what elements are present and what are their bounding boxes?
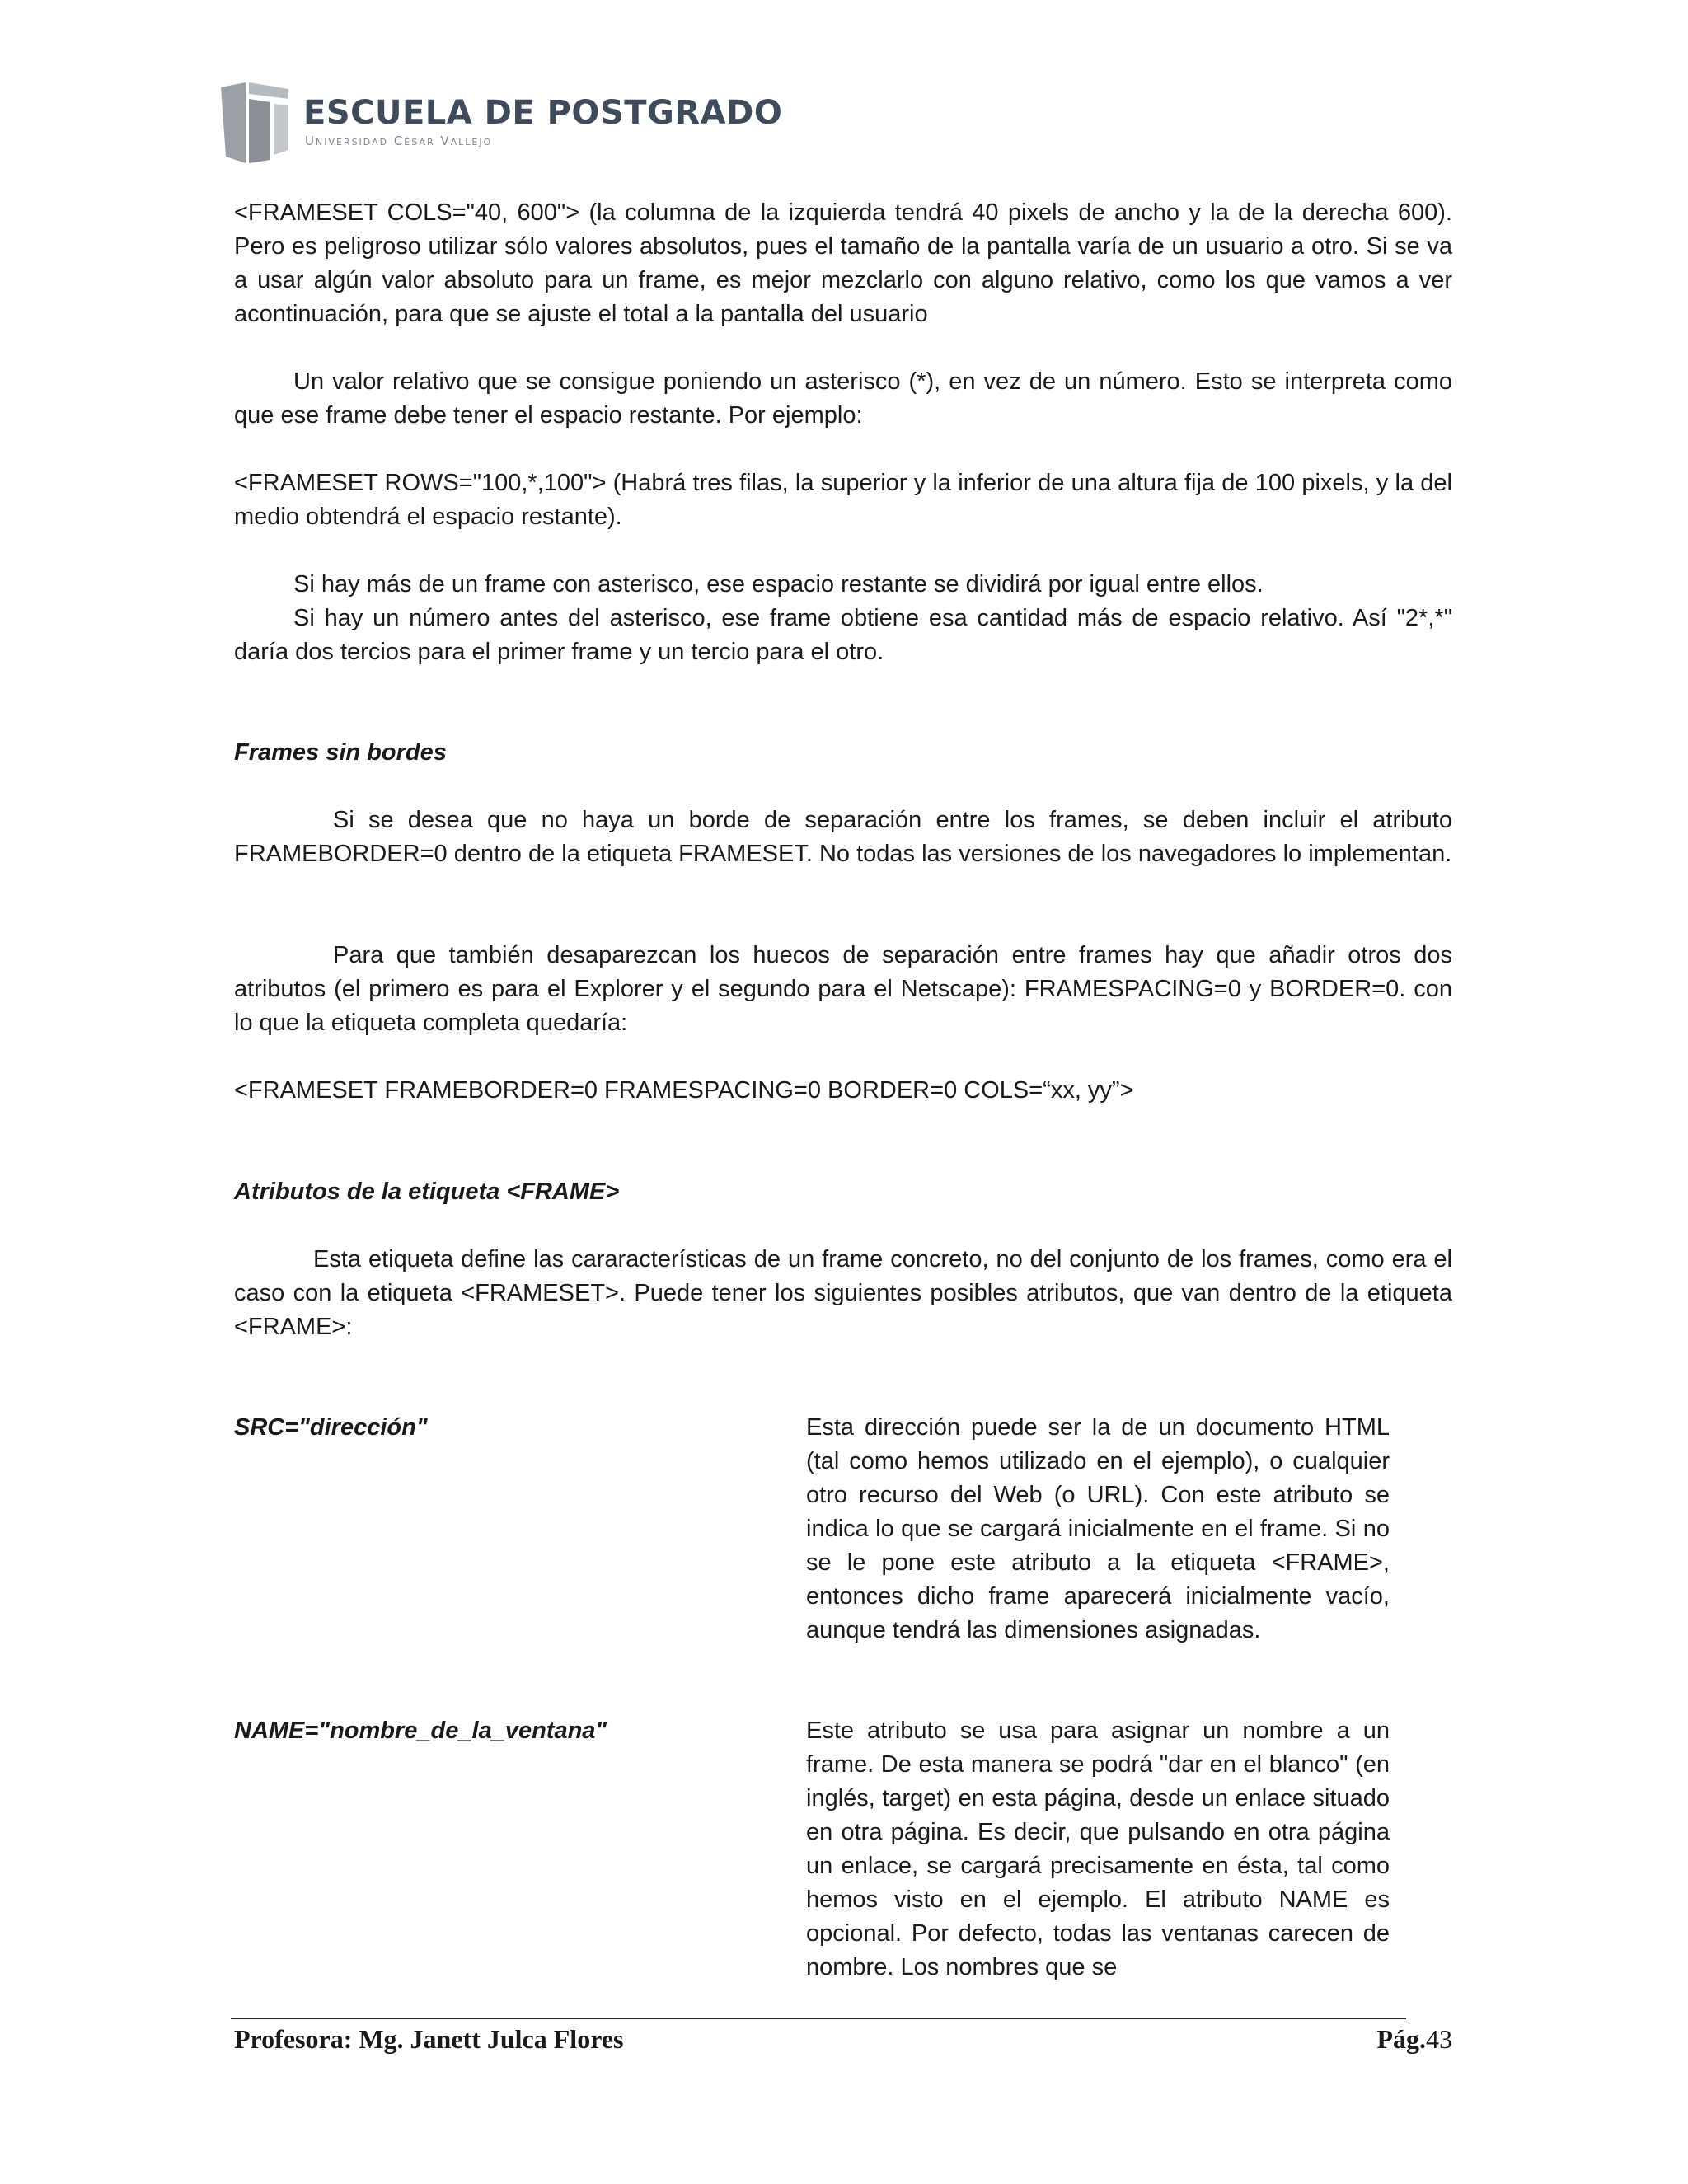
footer-divider [231, 2018, 1406, 2019]
paragraph-frameset-example: <FRAMESET FRAMEBORDER=0 FRAMESPACING=0 BORDER=0 COLS=“xx, yy”> [234, 1077, 1134, 1104]
footer-author: Profesora: Mg. Janett Julca Flores [234, 2024, 624, 2054]
university-logo [221, 81, 783, 163]
attribute-term-src: SRC="dirección" [234, 1414, 428, 1441]
attribute-description-src: Esta dirección puede ser la de un documento HTML (tal como hemos utilizado en el ejemplo), o cualquier otro recurso del Web (o URL). Con este atributo se indica lo que se cargará inicialmente en el frame. Si no se le pone este atributo a la etiqueta <FRAME>, entonces dicho frame aparecerá inicialmente vacío, aunque tendrá las dimensiones asignadas. [806, 1414, 1390, 1643]
paragraph-frameborder: Si se desea que no haya un borde de separación entre los frames, se deben incluir el atributo FRAMEBORDER=0 dentro de la etiqueta FRAMESET. No todas las versiones de los navegadores lo implementan. [234, 807, 1452, 867]
footer-page-number [1319, 2021, 1452, 2057]
page-number: 43 [1426, 2024, 1452, 2054]
paragraph-number-before-asterisk: Si hay un número antes del asterisco, ese frame obtiene esa cantidad más de espacio relativo. Así "2*,*" daría dos tercios para el primer frame y un tercio para el otro. [234, 605, 1452, 665]
logo-subtitle: Universidad César Vallejo [305, 134, 493, 148]
paragraph-frameset-cols: <FRAMESET COLS="40, 600"> (la columna de la izquierda tendrá 40 pixels de ancho y la de la derecha 600). Pero es peligroso utilizar sólo valores absolutos, pues el tamaño de la pantalla varía de un usuario a otro. Si se va a usar algún valor absoluto para un frame, es mejor mezclarlo con alguno relativo, como los que vamos a ver acontinuación, para que se ajuste el total a la pantalla del usuario [234, 199, 1452, 327]
attribute-term-name: NAME="nombre_de_la_ventana" [234, 1718, 607, 1744]
attribute-description-name: Este atributo se usa para asignar un nombre a un frame. De esta manera se podrá "dar en el blanco" (en inglés, target) en esta página, desde un enlace situado en otra página. Es decir, que pulsando en otra página un enlace, se cargará precisamente en ésta, tal como hemos visto en el ejemplo. El atributo NAME es opcional. Por defecto, todas las ventanas carecen de nombre. Los nombres que se [806, 1718, 1390, 1980]
paragraph-frame-tag-intro: Esta etiqueta define las cararacterísticas de un frame concreto, no del conjunto de los frames, como era el caso con la etiqueta <FRAMESET>. Puede tener los siguientes posibles atributos, que van dentro de la etiqueta <FRAME>: [234, 1246, 1452, 1340]
logo-title: ESCUELA DE POSTGRADO [303, 94, 783, 132]
paragraph-frameset-rows: <FRAMESET ROWS="100,*,100"> (Habrá tres filas, la superior y la inferior de una altura fija de 100 pixels, y la del medio obtendrá el espacio restante). [234, 470, 1452, 530]
paragraph-multiple-asterisks: Si hay más de un frame con asterisco, ese espacio restante se dividirá por igual entre ellos. [293, 571, 1264, 598]
logo-emblem-icon [221, 81, 288, 163]
paragraph-framespacing: Para que también desaparezcan los huecos de separación entre frames hay que añadir otros dos atributos (el primero es para el Explorer y el segundo para el Netscape): FRAMESPACING=0 y BORDER=0. con lo que la etiqueta completa quedaría: [234, 942, 1452, 1036]
heading-frames-sin-bordes: Frames sin bordes [234, 739, 447, 766]
page-label: Pág. [1376, 2024, 1426, 2054]
paragraph-relative-value: Un valor relativo que se consigue poniendo un asterisco (*), en vez de un número. Esto se interpreta como que ese frame debe tener el espacio restante. Por ejemplo: [234, 368, 1452, 429]
heading-atributos-frame: Atributos de la etiqueta <FRAME> [234, 1179, 620, 1205]
